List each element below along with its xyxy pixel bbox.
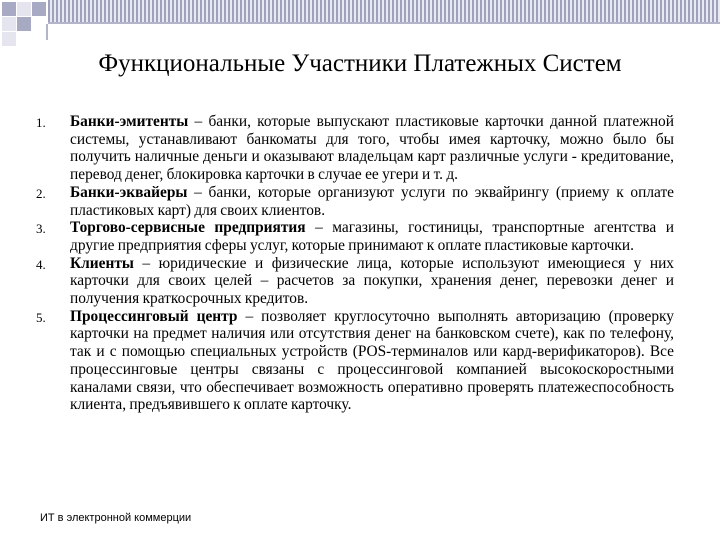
slide-title: Функциональные Участники Платежных Систем	[98, 50, 622, 77]
item-term: Банки-эмитенты	[70, 113, 189, 130]
item-description: – юридические и физические лица, которые используют имеющиеся у них карточки для своих целей – расчетов за покупки, хранения денег, перевозки денег и получения краткосрочных кредитов.	[70, 254, 674, 308]
item-description: – банки, которые организуют услуги по эквайрингу (приему к оплате пластиковых карт) для своих клиентов.	[70, 183, 674, 219]
item-text	[70, 219, 674, 254]
item-term: Банки-эквайеры	[70, 183, 188, 201]
item-number: 3.	[36, 221, 46, 237]
footer-label: ИТ в электронной коммерции	[40, 512, 192, 524]
item-text	[70, 255, 674, 308]
item-term: Клиенты	[70, 254, 134, 272]
item-description: – магазины, гостиницы, транспортные агентства и другие предприятия сферы услуг, которые принимают к оплате пластиковые карточки.	[70, 219, 674, 254]
header-divider-vertical	[46, 24, 48, 40]
item-number: 5.	[36, 309, 46, 325]
corner-square	[2, 32, 16, 46]
item-term: Процессинговый центр	[70, 307, 238, 325]
item-term: Торгово-сервисные предприятия	[70, 219, 306, 237]
list-item	[36, 308, 674, 414]
list-item	[36, 113, 674, 184]
corner-square	[17, 17, 31, 31]
item-number: 4.	[36, 256, 46, 272]
participants-list	[36, 113, 674, 414]
corner-square	[32, 2, 46, 16]
item-description: – позволяет круглосуточно выполнять авторизацию (проверку карточки на предмет наличия или отсутствия денег на банковском счете), как по телефону, так и с помощью специальных устройств (POS-терминалов или кард-верификаторов). Все процессинговые центры связаны с процессинговой компанией высокоскоростными каналами связи, что обеспечивает возможность оперативно проверять платежеспособность клиента, предъявившего к оплате карточку.	[70, 307, 674, 414]
corner-square	[17, 2, 31, 16]
item-description: – банки, которые выпускают пластиковые карточки данной платежной системы, устанавливают банкоматы для того, чтобы имея карточку, можно было бы получить наличные деньги и оказывают владельцам карт различные услуги - кредитование, перевод денег, блокировка карточки в случае ее угери и т. д.	[70, 113, 674, 184]
item-text	[70, 184, 674, 219]
corner-square	[2, 2, 16, 16]
list-item	[36, 219, 674, 254]
item-text	[70, 308, 674, 414]
item-number: 2.	[36, 185, 46, 201]
list-item	[36, 184, 674, 219]
item-number: 1.	[36, 115, 46, 130]
item-text	[70, 113, 674, 184]
list-item	[36, 255, 674, 308]
header-divider	[48, 22, 720, 24]
corner-square	[2, 17, 16, 31]
header-stripe-bar	[48, 0, 720, 22]
